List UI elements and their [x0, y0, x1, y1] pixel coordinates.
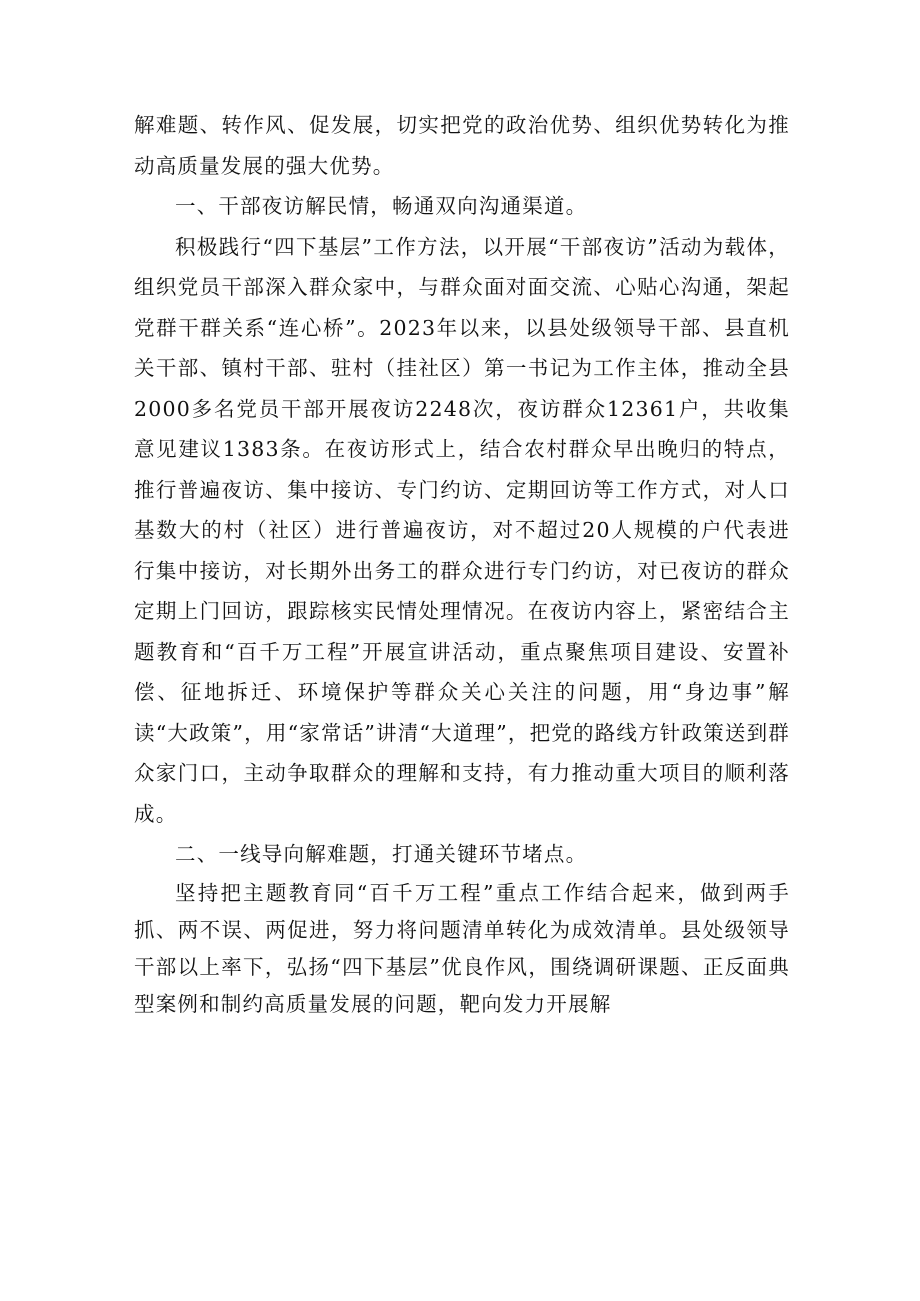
- document-body: [134, 105, 790, 1023]
- paragraph-night-visits: 积极践行“四下基层”工作方法，以开展“干部夜访”活动为载体，组织党员干部深入群众家中，与群众面对面交流、心贴心沟通，架起党群干群关系“连心桥”。2023年以来，以县处级领导干部、县直机关干部、镇村干部、驻村（挂社区）第一书记为工作主体，推动全县2000多名党员干部开展夜访2248次，夜访群众12361户，共收集意见建议1383条。在夜访形式上，结合农村群众早出晚归的特点，推行普遍夜访、集中接访、专门约访、定期回访等工作方式，对人口基数大的村（社区）进行普遍夜访，对不超过20人规模的户代表进行集中接访，对长期外出务工的群众进行专门约访，对已夜访的群众定期上门回访，跟踪核实民情处理情况。在夜访内容上，紧密结合主题教育和“百千万工程”开展宣讲活动，重点聚焦项目建设、安置补偿、征地拆迁、环境保护等群众关心关注的问题，用“身边事”解读“大政策”，用“家常话”讲清“大道理”，把党的路线方针政策送到群众家门口，主动争取群众的理解和支持，有力推动重大项目的顺利落成。: [134, 234, 790, 826]
- paragraph-continuation: 解难题、转作风、促发展，切实把党的政治优势、组织优势转化为推动高质量发展的强大优势。: [134, 113, 790, 178]
- section-heading-1: 一、干部夜访解民情，畅通双向沟通渠道。: [175, 194, 588, 218]
- paragraph-problem-solving: 坚持把主题教育同“百千万工程”重点工作结合起来，做到两手抓、两不误、两促进，努力将问题清单转化为成效清单。县处级领导干部以上率下，弘扬“四下基层”优良作风，围绕调研课题、正反面典型案例和制约高质量发展的问题，靶向发力开展解: [134, 880, 790, 1016]
- section-heading-2: 二、一线导向解难题，打通关键环节堵点。: [175, 842, 588, 866]
